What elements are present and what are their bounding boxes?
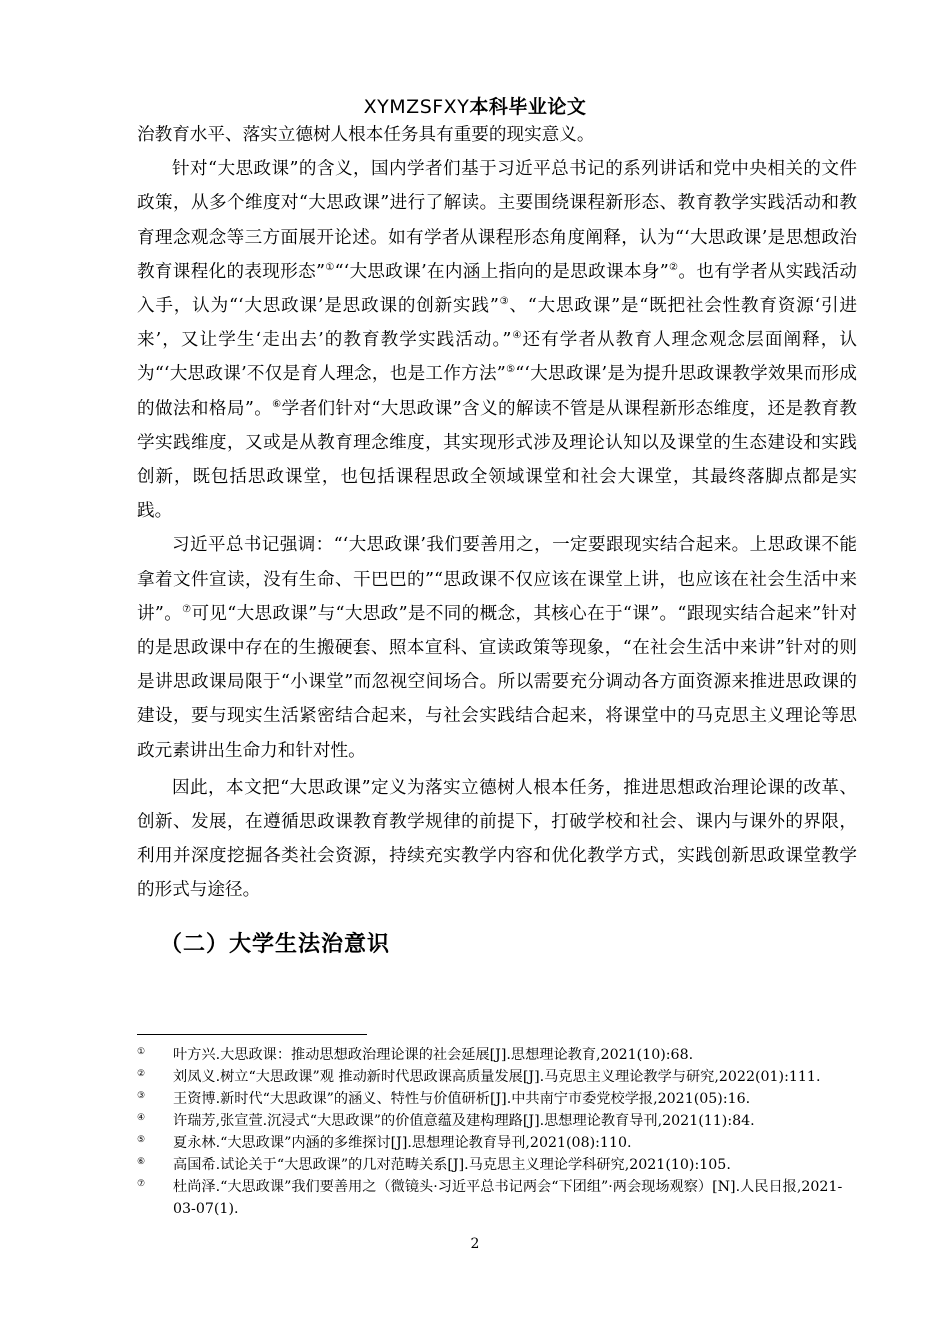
footnote-item <box>137 1176 857 1220</box>
footnote-text: 杜尚泽.“大思政课”我们要善用之（微镜头·习近平总书记两会“下团组”·两会现场观察）[N].人民日报,2021- 03-07(1). <box>173 1179 843 1217</box>
footnote-mark: ⑤ <box>137 1135 146 1145</box>
header-code: XYMZSFXY <box>363 96 470 118</box>
paragraph-text: 针对“大思政课”的含义，国内学者们基于习近平总书记的系列讲话和党中央相关的文件政策，从多个维度对“大思政课”进行了解读。主要围绕课程新形态、教育教学实践活动和教育理念观念等三方面展开论述。如有学者从课程形态角度阐释，认为“‘大思政课’是思想政治教育课程化的表现形态” <box>137 159 857 282</box>
paragraph-text: 。也有学者从实践活动入手，认为“‘大思政课’是思政课的创新实践” <box>137 261 858 317</box>
page-number: 2 <box>470 1236 480 1252</box>
footnote-divider <box>137 1034 367 1035</box>
footnote-item <box>137 1154 857 1176</box>
paragraph-text: 因此，本文把“大思政课”定义为落实立德树人根本任务，推进思想政治理论课的改革、创新、发展，在遵循思政课教育教学规律的前提下，打破学校和社会、课内与课外的界限，利用并深度挖掘各类社会资源，持续充实教学内容和优化教学方式，实践创新思政课堂教学的形式与途径。 <box>137 777 857 901</box>
paragraph-text: 可见“大思政课”与“大思政”是不同的概念，其核心在于“课”。“跟现实结合起来”针对的是思政课中存在的生搬硬套、照本宣科、宣读政策等现象，“在社会生活中来讲”针对的则是讲思政课局限于“小课堂”而忽视空间场合。所以需要充分调动各方面资源来推进思政课的建设，要与现实生活紧密结合起来，与社会实践结合起来，将课堂中的马克思主义理论等思政元素讲出生命力和针对性。 <box>137 603 857 761</box>
footnote-mark: ⑥ <box>137 1157 146 1167</box>
footnote-item <box>137 1110 857 1132</box>
paragraph-text: 还有学者从教育人理念观念层面阐释，认为“‘大思政课’不仅是育人理念，也是工作方法” <box>137 330 857 385</box>
footnote-text: 许瑞芳,张宣萱.沉浸式“大思政课”的价值意蕴及建构理路[J].思想理论教育导刊,2021(11):84. <box>173 1113 755 1129</box>
footnotes <box>137 1044 857 1220</box>
paragraph-text: 学者们针对“大思政课”含义的解读不管是从课程新形态维度，还是教育教学实践维度，又或是从教育理念维度，其实现形式涉及理论认知以及课堂的生态建设和实践创新，既包括思政课堂，也包括课程思政全领域课堂和社会大课堂，其最终落脚点都是实践。 <box>137 398 857 522</box>
footnote-ref[interactable]: ⑤ <box>505 364 516 376</box>
footnote-ref[interactable]: ⑦ <box>182 603 192 615</box>
section-heading: （二）大学生法治意识 <box>160 932 391 957</box>
footnote-mark: ② <box>137 1069 146 1079</box>
footnote-item <box>137 1088 857 1110</box>
header-title: 本科毕业论文 <box>469 96 587 118</box>
footnote-ref[interactable]: ① <box>325 261 335 273</box>
paragraph-text: 、“大思政课”是“既把社会性教育资源‘引进来’，又让学生‘走出去’的教育教学实践活动。” <box>137 296 857 351</box>
page-header <box>0 92 950 119</box>
footnote-ref[interactable]: ② <box>668 261 679 273</box>
body-text <box>137 118 857 908</box>
footnote-text: 夏永林.“大思政课”内涵的多维探讨[J].思想理论教育导刊,2021(08):110. <box>173 1135 632 1151</box>
footnote-ref[interactable]: ③ <box>498 296 510 308</box>
paragraph-text: “‘大思政课’是为提升思政课教学效果而形成的做法和格局”。 <box>137 364 858 419</box>
footnote-item <box>137 1066 857 1088</box>
paragraph-text: 习近平总书记强调：“‘大思政课’我们要善用之，一定要跟现实结合起来。上思政课不能拿着文件宣读，没有生命、干巴巴的”“思政课不仅应该在课堂上讲，也应该在社会生活中来讲”。 <box>137 535 857 624</box>
footnote-item <box>137 1044 857 1066</box>
paragraph <box>137 118 857 152</box>
footnote-mark: ⑦ <box>137 1179 146 1189</box>
footnote-ref[interactable]: ⑥ <box>272 398 282 410</box>
paragraph-text: “‘大思政课’在内涵上指向的是思政课本身” <box>334 261 669 282</box>
footnote-text: 王资博.新时代“大思政课”的涵义、特性与价值研析[J].中共南宁市委党校学报,2021(05):16. <box>173 1091 751 1107</box>
paragraph <box>137 771 857 908</box>
footnote-text: 刘凤义.树立“大思政课”观 推动新时代思政课高质量发展[J].马克思主义理论教学与研究,2022(01):111. <box>173 1069 821 1085</box>
footnote-text: 叶方兴.大思政课：推动思想政治理论课的社会延展[J].思想理论教育,2021(10):68. <box>173 1047 694 1063</box>
footnote-item <box>137 1132 857 1154</box>
footnote-mark: ④ <box>137 1113 146 1123</box>
footnote-ref[interactable]: ④ <box>511 330 523 342</box>
paragraph <box>137 152 857 528</box>
paragraph <box>137 528 857 767</box>
footnote-mark: ③ <box>137 1091 146 1101</box>
paragraph-text: 治教育水平、落实立德树人根本任务具有重要的现实意义。 <box>137 125 595 145</box>
footnote-mark: ① <box>137 1047 146 1057</box>
footnote-text: 高国希.试论关于“大思政课”的几对范畴关系[J].马克思主义理论学科研究,2021(10):105. <box>173 1157 731 1173</box>
